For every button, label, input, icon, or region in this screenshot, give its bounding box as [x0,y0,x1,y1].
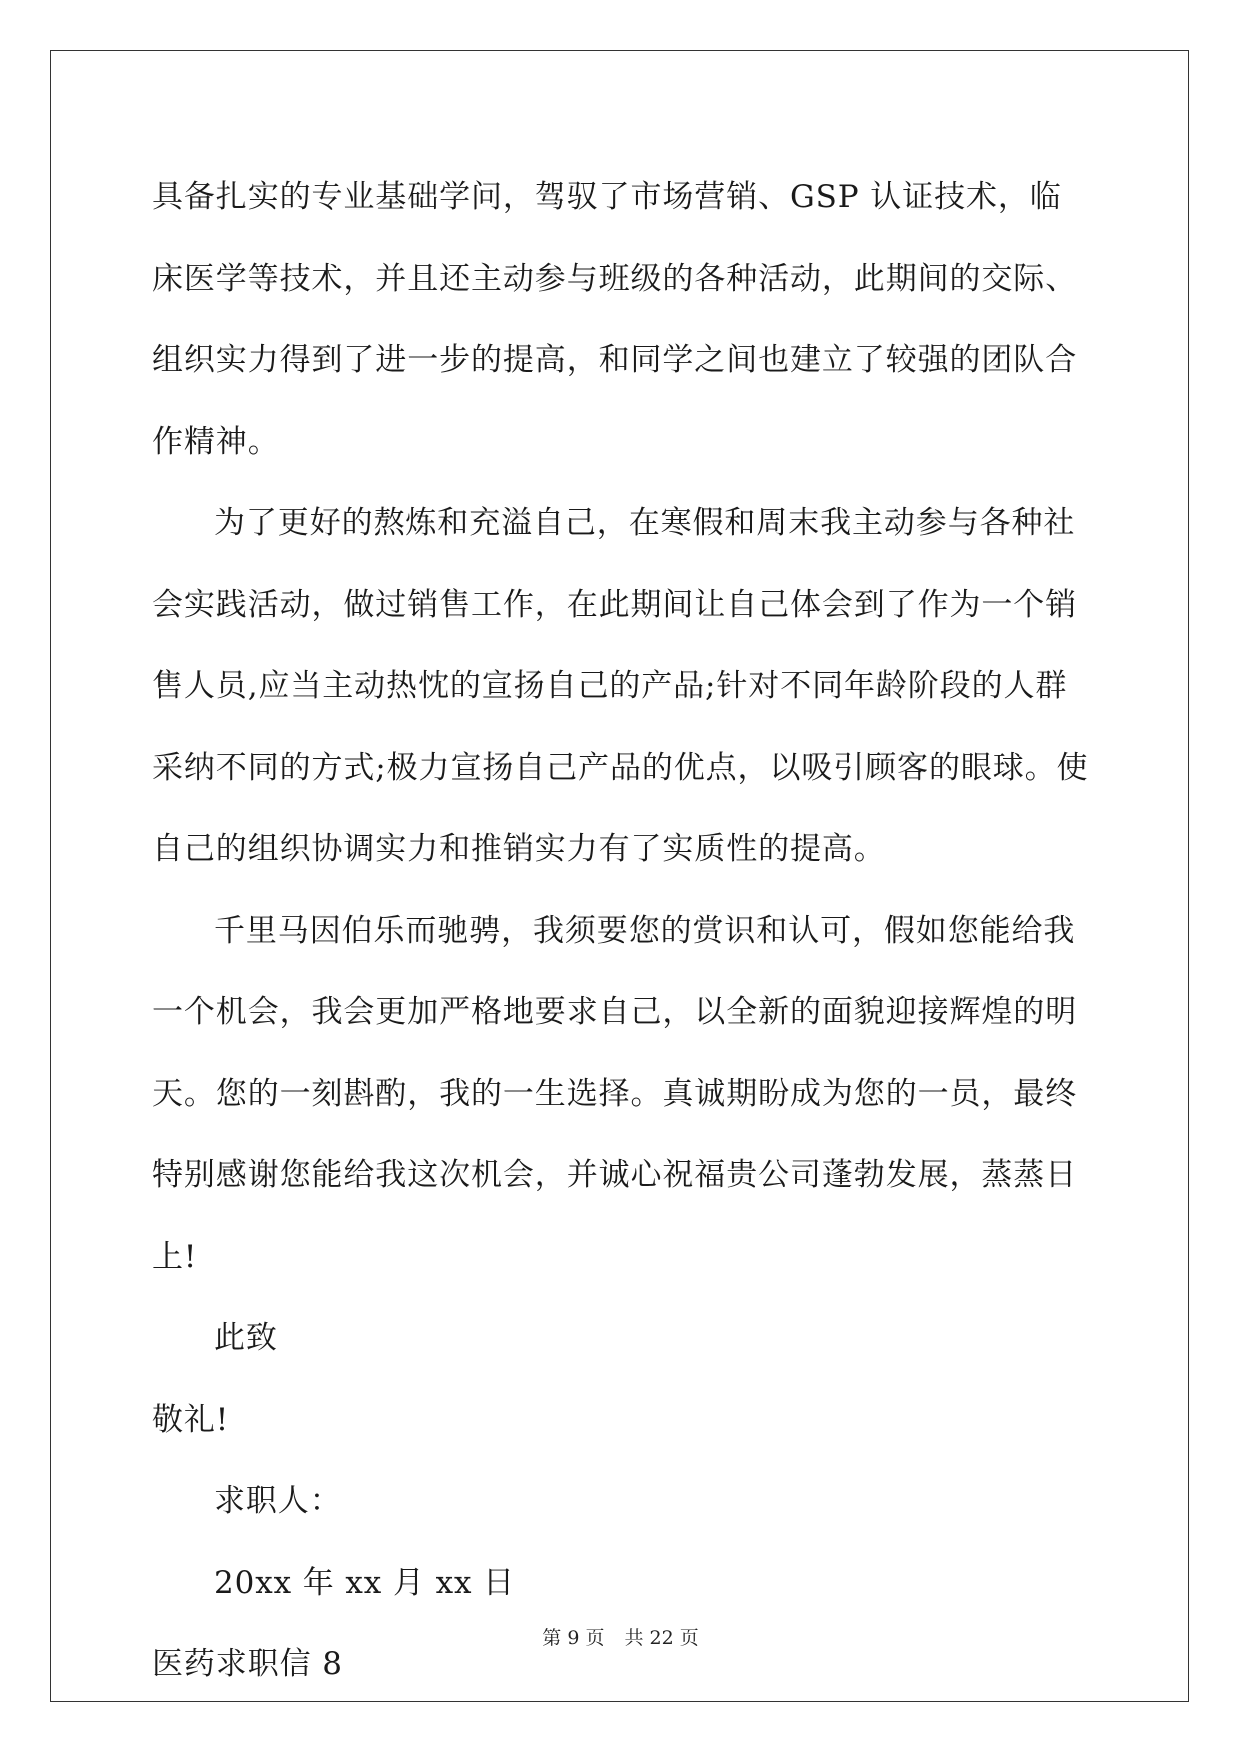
page-number: 第 9 页 [542,1627,605,1649]
applicant-label: 求职人： [214,1483,342,1519]
letter-date: 20xx 年 xx 月 xx 日 [214,1564,516,1601]
next-section-title: 医药求职信 8 [152,1646,343,1682]
page-total: 共 22 页 [624,1627,699,1649]
paragraph-closing-appeal: 千里马因伯乐而驰骋，我须要您的赏识和认可，假如您能给我一个机会，我会更加严格地要求自己，以全新的面貌迎接辉煌的明天。您的一刻斟酌，我的一生选择。真诚期盼成为您的一员，最终特别感谢您能给我这次机会，并诚心祝福贵公司蓬勃发展，蒸蒸日上! [152,912,1078,1275]
paragraph-practice: 为了更好的熬炼和充溢自己，在寒假和周末我主动参与各种社会实践活动，做过销售工作，在此期间让自己体会到了作为一个销售人员,应当主动热忱的宣扬自己的产品;针对不同年龄阶段的人群采纳不同的方式;极力宣扬自己产品的优点，以吸引顾客的眼球。使自己的组织协调实力和推销实力有了实质性的提高。 [152,505,1089,867]
paragraph-education: 具备扎实的专业基础学问，驾驭了市场营销、GSP 认证技术，临床医学等技术，并且还主动参与班级的各种活动，此期间的交际、组织实力得到了进一步的提高，和同学之间也建立了较强的团队合作精神。 [152,179,1078,460]
closing-phrase: 此致 [214,1320,278,1356]
letter-body [152,157,1090,1706]
salutation: 敬礼! [152,1401,230,1438]
page-footer [0,1623,1241,1650]
